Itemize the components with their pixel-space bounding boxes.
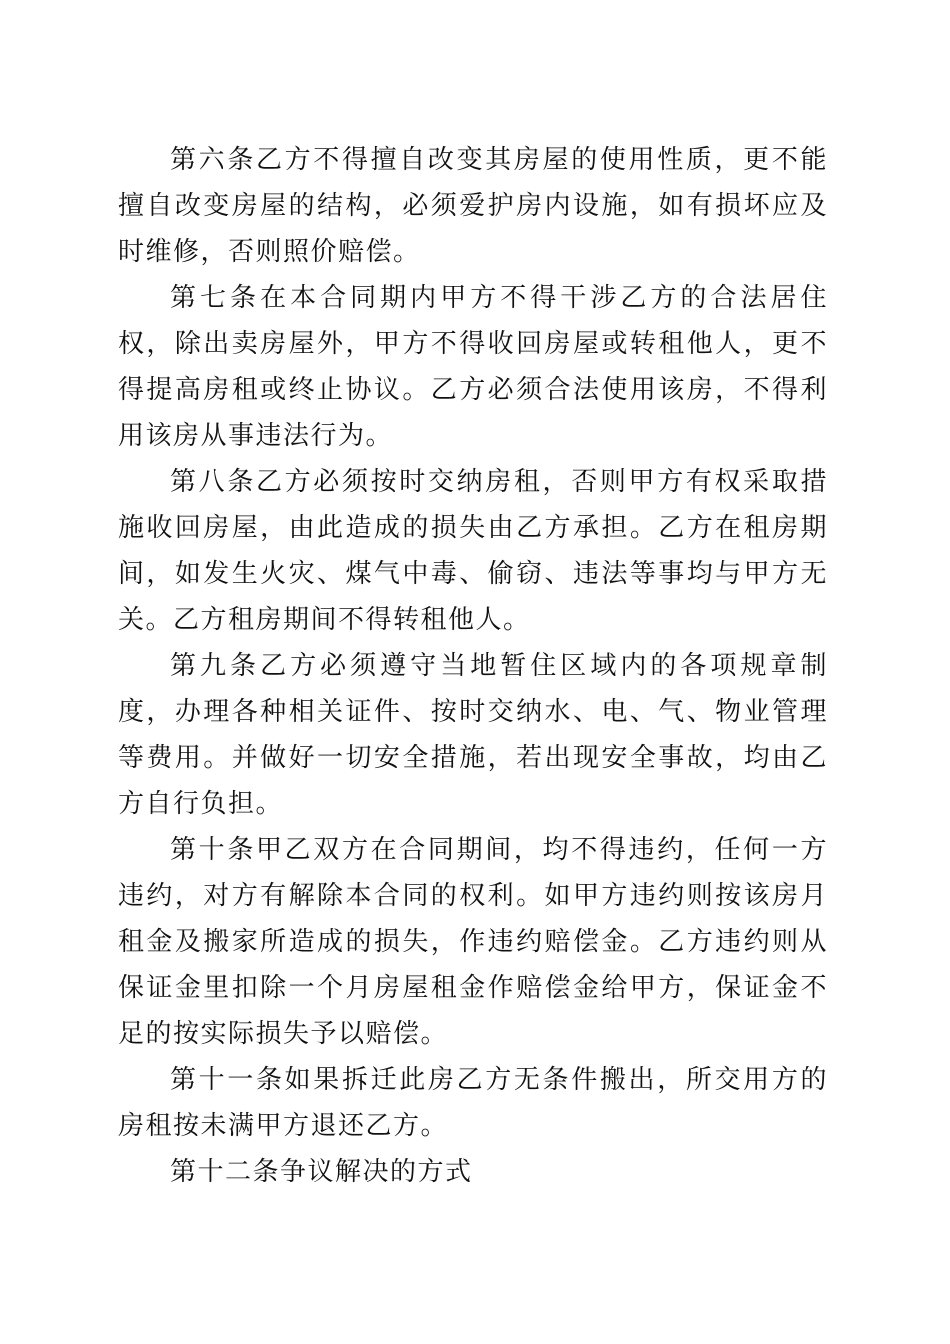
clause-6-paragraph: 第六条乙方不得擅自改变其房屋的使用性质，更不能擅自改变房屋的结构，必须爱护房内设施，如有损坏应及时维修，否则照价赔偿。 (118, 145, 828, 267)
clause-9-paragraph: 第九条乙方必须遵守当地暂住区域内的各项规章制度，办理各种相关证件、按时交纳水、电、气、物业管理等费用。并做好一切安全措施，若出现安全事故，均由乙方自行负担。 (118, 651, 828, 819)
clause-8-paragraph: 第八条乙方必须按时交纳房租，否则甲方有权采取措施收回房屋，由此造成的损失由乙方承担。乙方在租房期间，如发生火灾、煤气中毒、偷窃、违法等事均与甲方无关。乙方租房期间不得转租他人。 (118, 467, 828, 635)
clause-10-paragraph: 第十条甲乙双方在合同期间，均不得违约，任何一方违约，对方有解除本合同的权利。如甲方违约则按该房月租金及搬家所造成的损失，作违约赔偿金。乙方违约则从保证金里扣除一个月房屋租金作赔偿金给甲方，保证金不足的按实际损失予以赔偿。 (118, 835, 828, 1049)
clause-7-paragraph: 第七条在本合同期内甲方不得干涉乙方的合法居住权，除出卖房屋外，甲方不得收回房屋或转租他人，更不得提高房租或终止协议。乙方必须合法使用该房，不得利用该房从事违法行为。 (118, 283, 828, 451)
clause-12-paragraph: 第十二条争议解决的方式 (170, 1157, 473, 1187)
clause-11-paragraph: 第十一条如果拆迁此房乙方无条件搬出，所交用方的房租按未满甲方退还乙方。 (118, 1065, 828, 1141)
document-body (118, 137, 828, 1195)
